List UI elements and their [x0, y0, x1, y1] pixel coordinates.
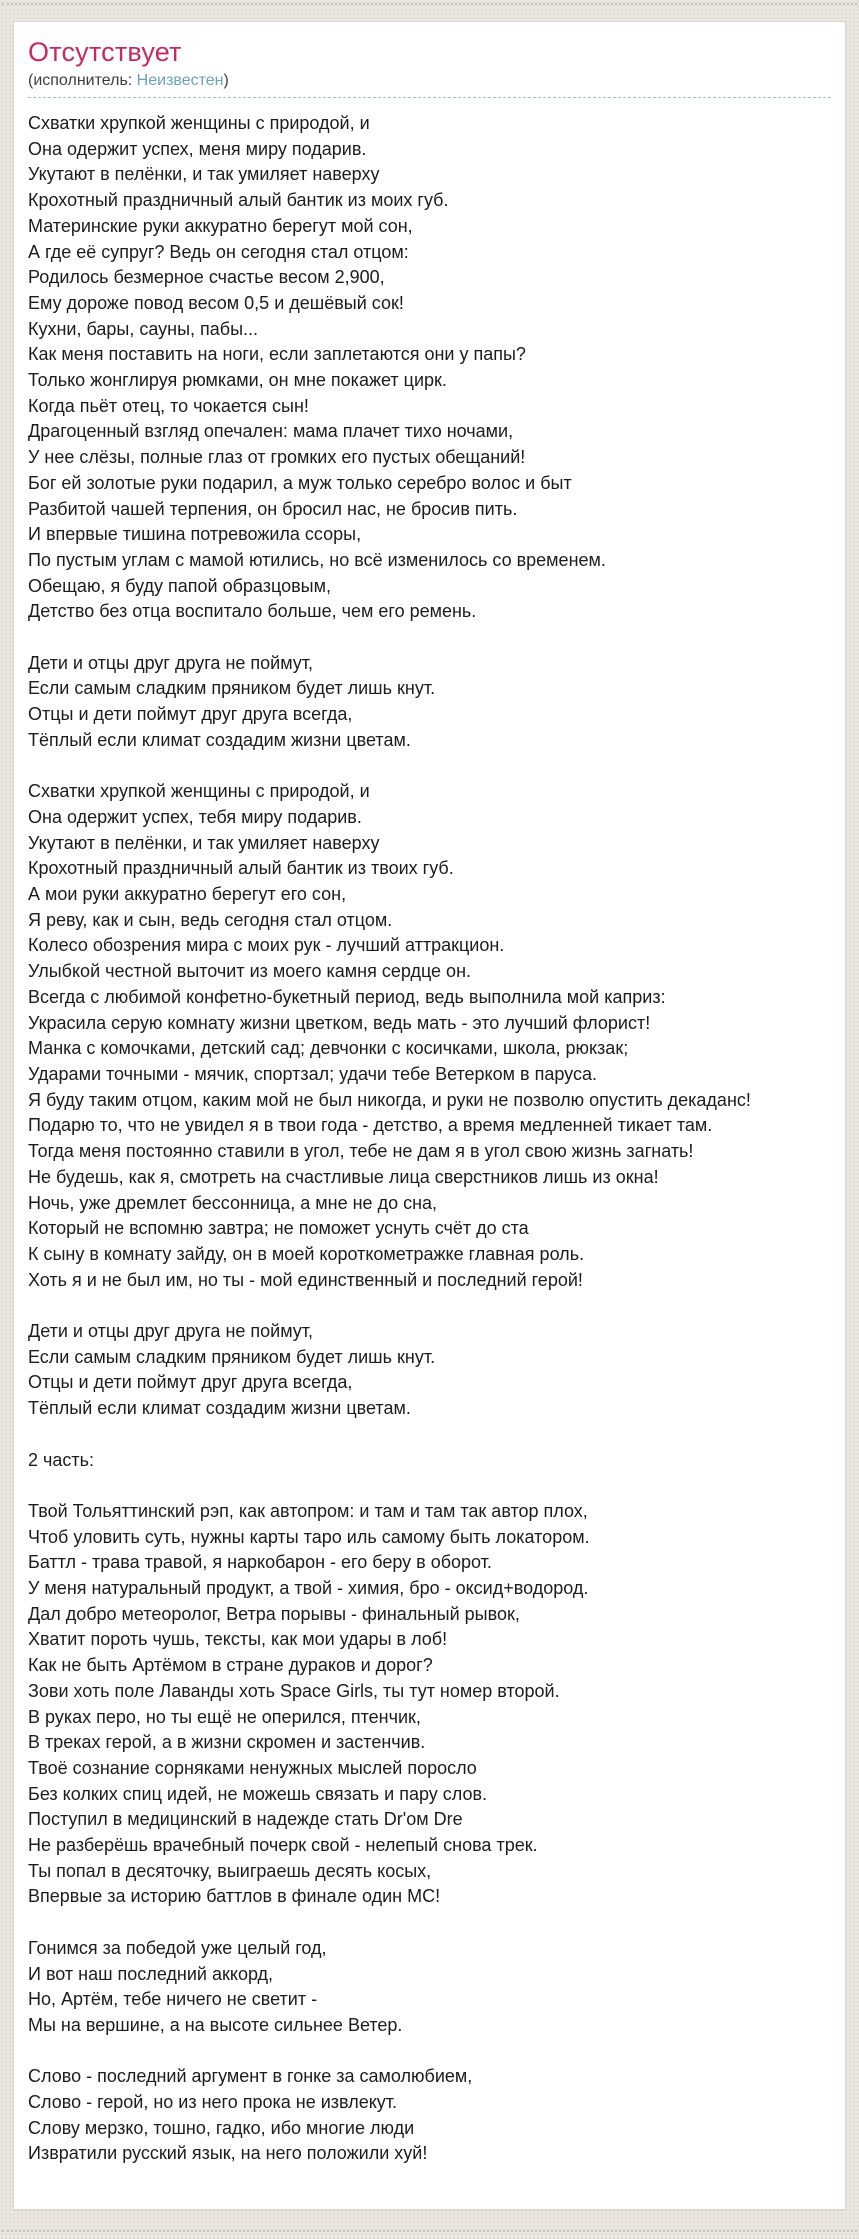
lyric-line: Если самым сладким пряником будет лишь кнут. [28, 678, 436, 699]
lyric-line: Но, Артём, тебе ничего не светит - [28, 1989, 318, 2010]
lyric-line: Слово - герой, но из него прока не извлекут. [28, 2092, 398, 2113]
lyric-line: Она одержит успех, меня миру подарив. [28, 138, 367, 159]
lyric-line: Манка с комочками, детский сад; девчонки с косичками, школа, рюкзак; [28, 1038, 629, 1059]
lyric-line: Материнские руки аккуратно берегут мой сон, [28, 215, 413, 236]
lyric-line: Впервые за историю баттлов в финале один MC! [28, 1886, 441, 1907]
lyric-line: Как не быть Артёмом в стране дураков и дорог? [28, 1655, 433, 1676]
lyric-line: Баттл - трава травой, я наркобарон - его беру в оборот. [28, 1552, 492, 1573]
lyric-line: Дети и отцы друг друга не поймут, [28, 1321, 314, 1341]
lyric-line: Крохотный праздничный алый бантик из твоих губ. [28, 858, 454, 879]
lyric-line: Зови хоть поле Лаванды хоть Space Girls, ты тут номер второй. [28, 1680, 560, 1701]
lyric-line: К сыну в комнату зайду, он в моей короткометражке главная роль. [28, 1243, 585, 1264]
lyrics-card [13, 21, 846, 2210]
lyric-line: Хоть я и не был им, но ты - мой единственный и последний герой! [28, 1269, 583, 1290]
lyric-line: Украсила серую комнату жизни цветком, ведь мать - это лучший флорист! [28, 1012, 651, 1033]
lyric-line: В треках герой, а в жизни скромен и застенчив. [28, 1732, 426, 1753]
lyric-line: И вот наш последний аккорд, [28, 1963, 274, 1984]
lyric-stanza [28, 1448, 831, 1474]
lyric-line: Укутают в пелёнки, и так умиляет наверху [28, 164, 380, 185]
lyric-line: Как меня поставить на ноги, если заплетаются они у папы? [28, 344, 526, 365]
lyric-line: В руках перо, но ты ещё не оперился, птенчик, [28, 1706, 421, 1727]
lyric-line: Не разберёшь врачебный почерк свой - нелепый снова трек. [28, 1835, 538, 1856]
lyric-line: Подарю то, что не увидел я в твои года - детство, а время медленней тикает там. [28, 1115, 713, 1136]
lyric-line: Гонимся за победой уже целый год, [28, 1937, 327, 1958]
lyric-line: Только жонглируя рюмками, он мне покажет цирк. [28, 370, 447, 391]
lyric-line: Драгоценный взгляд опечален: мама плачет тихо ночами, [28, 421, 514, 442]
top-dotted-divider [2, 3, 857, 5]
artist-label: (исполнитель: [28, 72, 137, 89]
lyric-line: Обещаю, я буду папой образцовым, [28, 575, 331, 596]
lyric-line: Ночь, уже дремлет бессонница, а мне не до сна, [28, 1192, 438, 1213]
lyric-line: Колесо обозрения мира с моих рук - лучший аттракцион. [28, 935, 505, 956]
artist-link[interactable]: Неизвестен [136, 72, 224, 89]
lyric-line: Хватит пороть чушь, тексты, как мои удары в лоб! [28, 1629, 448, 1650]
lyric-line: Ударами точными - мячик, спортзал; удачи тебе Ветерком в паруса. [28, 1063, 597, 1084]
lyric-line: Дал добро метеоролог, Ветра порывы - финальный рывок, [28, 1603, 520, 1624]
lyric-stanza [28, 2064, 831, 2167]
lyric-stanza [28, 1936, 831, 2039]
lyric-line: Кухни, бары, сауны, пабы... [28, 318, 259, 339]
lyric-line: А где её супруг? Ведь он сегодня стал отцом: [28, 241, 409, 262]
lyric-line: Всегда с любимой конфетно-букетный период, ведь выполнила мой каприз: [28, 986, 666, 1007]
lyric-line: Когда пьёт отец, то чокается сын! [28, 395, 309, 416]
lyric-line: Бог ей золотые руки подарил, а муж только серебро волос и быт [28, 472, 572, 493]
lyric-line: 2 часть: [28, 1449, 95, 1470]
song-title: Отсутствует [28, 37, 182, 67]
lyric-line: Слово - последний аргумент в гонке за самолюбием, [28, 2066, 473, 2087]
lyric-line: По пустым углам с мамой ютились, но всё изменилось со временем. [28, 549, 606, 570]
lyric-line: Крохотный праздничный алый бантик из моих губ. [28, 190, 449, 211]
lyric-line: Тогда меня постоянно ставили в угол, тебе не дам я в угол свою жизнь загнать! [28, 1141, 694, 1162]
lyric-stanza [28, 779, 831, 1293]
lyric-line: Ему дороже повод весом 0,5 и дешёвый сок! [28, 292, 404, 313]
lyric-line: Дети и отцы друг друга не поймут, [28, 652, 314, 673]
dashed-divider [28, 97, 831, 98]
lyric-line: У нее слёзы, полные глаз от громких его пустых обещаний! [28, 447, 526, 468]
artist-line-close-paren: ) [223, 72, 229, 89]
lyric-stanza [28, 651, 831, 754]
lyric-line: А мои руки аккуратно берегут его сон, [28, 884, 347, 905]
lyric-line: Улыбкой честной выточит из моего камня сердце он. [28, 961, 472, 982]
lyric-line: Если самым сладким пряником будет лишь кнут. [28, 1346, 436, 1367]
lyrics [28, 111, 831, 2167]
lyric-line: Чтоб уловить суть, нужны карты таро иль самому быть локатором. [28, 1526, 590, 1547]
lyric-line: Укутают в пелёнки, и так умиляет наверху [28, 832, 380, 853]
lyric-line: Детство без отца воспитало больше, чем его ремень. [28, 601, 477, 622]
lyric-line: Она одержит успех, тебя миру подарив. [28, 806, 362, 827]
lyric-line: Схватки хрупкой женщины с природой, и [28, 113, 370, 133]
lyric-stanza [28, 1319, 831, 1422]
lyric-line: Твоё сознание сорняками ненужных мыслей поросло [28, 1757, 477, 1778]
lyric-line: Мы на вершине, а на высоте сильнее Ветер. [28, 2014, 403, 2035]
lyric-line: Который не вспомню завтра; не поможет уснуть счёт до ста [28, 1218, 529, 1239]
lyric-line: Разбитой чашей терпения, он бросил нас, не бросив пить. [28, 498, 518, 519]
lyric-line: У меня натуральный продукт, а твой - химия, бро - оксид+водород. [28, 1578, 589, 1598]
lyric-line: Родилось безмерное счастье весом 2,900, [28, 267, 385, 288]
lyric-line: Отцы и дети поймут друг друга всегда, [28, 704, 353, 725]
bottom-dotted-divider [2, 2230, 857, 2232]
lyric-line: Я буду таким отцом, каким мой не был никогда, и руки не позволю опустить декаданс! [28, 1089, 751, 1110]
lyric-line: И впервые тишина потревожила ссоры, [28, 524, 362, 545]
lyric-stanza [28, 1499, 831, 1910]
lyric-line: Не будешь, как я, смотреть на счастливые лица сверстников лишь из окна! [28, 1166, 659, 1187]
lyric-line: Тёплый если климат создадим жизни цветам. [28, 1398, 411, 1419]
lyric-line: Тёплый если климат создадим жизни цветам. [28, 729, 411, 750]
lyric-line: Отцы и дети поймут друг друга всегда, [28, 1372, 353, 1393]
lyric-line: Схватки хрупкой женщины с природой, и [28, 781, 370, 802]
lyric-line: Твой Тольяттинский рэп, как автопром: и там и там так автор плох, [28, 1500, 588, 1521]
lyric-line: Я реву, как и сын, ведь сегодня стал отцом. [28, 909, 393, 930]
artist-line [28, 70, 831, 91]
lyric-line: Поступил в медицинский в надежде стать Dr'ом Dre [28, 1809, 463, 1830]
lyric-line: Без колких спиц идей, не можешь связать и пару слов. [28, 1783, 488, 1804]
lyric-line: Слову мерзко, тошно, гадко, ибо многие люди [28, 2117, 415, 2138]
lyric-stanza [28, 111, 831, 625]
lyric-line: Извратили русский язык, на него положили хуй! [28, 2143, 428, 2164]
lyric-line: Ты попал в десяточку, выиграешь десять косых, [28, 1860, 432, 1881]
